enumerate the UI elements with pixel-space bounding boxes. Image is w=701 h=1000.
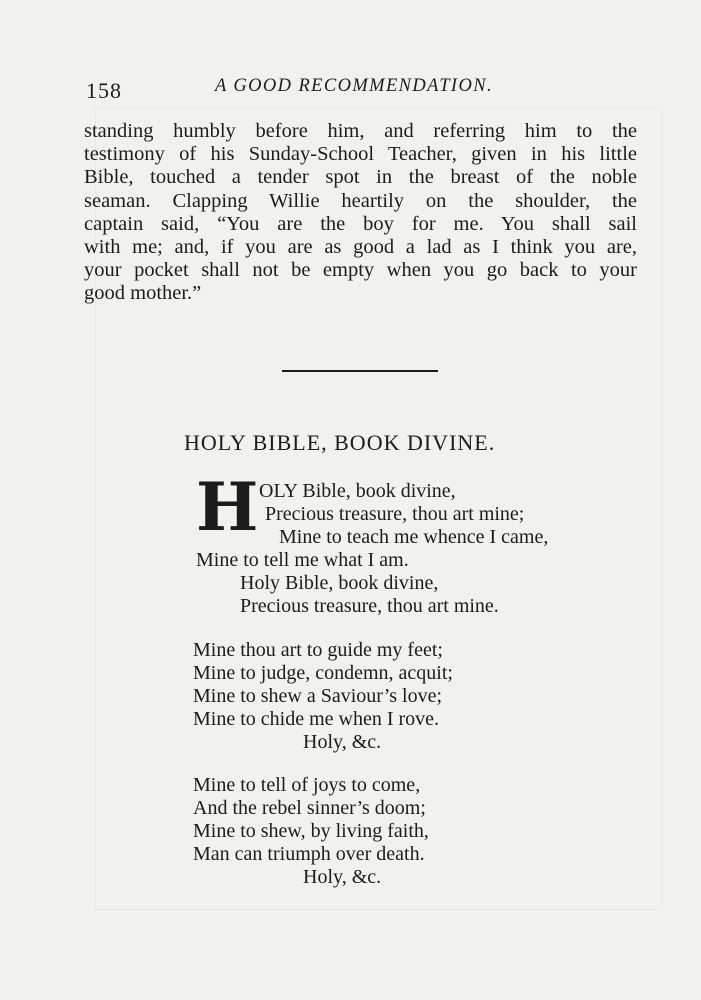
verse-line: And the rebel sinner’s doom;: [193, 797, 426, 819]
refrain-abbrev: Holy, &c.: [303, 731, 382, 753]
verse-line: Man can triumph over death.: [193, 843, 425, 865]
poem-title: HOLY BIBLE, BOOK DIVINE.: [184, 430, 496, 455]
verse-line: Mine to judge, condemn, acquit;: [193, 662, 453, 684]
section-divider-rule: [282, 370, 438, 372]
page-number: 158: [86, 78, 122, 103]
prose-line: seaman. Clapping Willie heartily on the shoulder, the: [84, 189, 637, 212]
refrain-line: Holy Bible, book divine,: [240, 572, 439, 594]
prose-line: standing humbly before him, and referring him to the: [84, 120, 637, 142]
prose-line: Bible, touched a tender spot in the breast of the noble: [84, 166, 637, 189]
prose-line: captain said, “You are the boy for me. You shall sail: [84, 212, 637, 235]
refrain-line: Precious treasure, thou art mine.: [240, 595, 499, 617]
refrain-abbrev: Holy, &c.: [303, 866, 382, 888]
verse-line: Mine thou art to guide my feet;: [193, 639, 443, 661]
prose-paragraph: [84, 120, 637, 306]
verse-line: Mine to teach me whence I came,: [279, 526, 549, 548]
verse-line: Mine to shew a Saviour’s love;: [193, 685, 443, 707]
prose-line: with me; and, if you are as good a lad as I think you are,: [84, 236, 637, 259]
drop-cap: H: [196, 468, 259, 546]
verse-line: Mine to tell of joys to come,: [193, 774, 421, 796]
verse-line: Precious treasure, thou art mine;: [265, 503, 525, 525]
prose-line: your pocket shall not be empty when you go back to your: [84, 259, 637, 282]
verse-line: Mine to shew, by living faith,: [193, 820, 429, 842]
prose-line: testimony of his Sunday-School Teacher, given in his little: [84, 143, 637, 166]
verse-line: Mine to tell me what I am.: [196, 549, 409, 571]
verse-line: OLY Bible, book divine,: [259, 480, 456, 502]
running-head: A GOOD RECOMMENDATION.: [215, 76, 493, 96]
prose-line: good mother.”: [84, 282, 202, 305]
verse-line: Mine to chide me when I rove.: [193, 708, 440, 730]
